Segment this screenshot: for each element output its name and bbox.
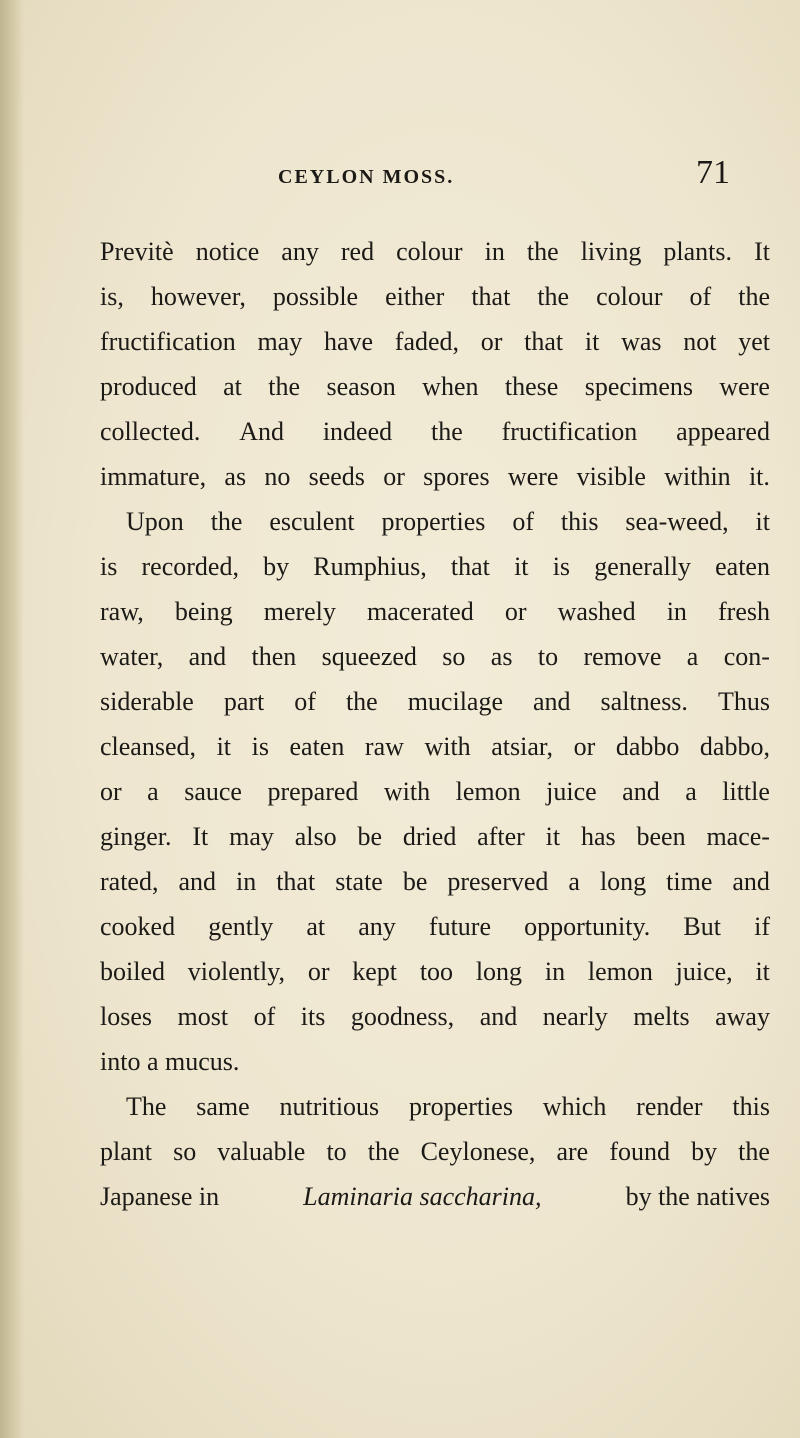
- word: in: [544, 957, 566, 986]
- text-line-content: into a mucus.: [100, 1047, 240, 1076]
- word: by: [691, 1137, 718, 1166]
- word: indeed: [322, 417, 393, 446]
- word: time: [666, 867, 713, 896]
- word: mucilage: [407, 687, 503, 716]
- word: either: [385, 282, 445, 311]
- word: that: [471, 282, 511, 311]
- word: faded,: [394, 327, 460, 356]
- text-line-content: [100, 1134, 770, 1170]
- word: lemon: [587, 957, 653, 986]
- word: plants.: [663, 237, 733, 266]
- word: plant: [100, 1137, 152, 1166]
- text-line: [100, 774, 770, 810]
- text-line: [100, 414, 770, 450]
- word: and: [622, 777, 660, 806]
- word: in: [235, 867, 257, 896]
- word: remove: [583, 642, 662, 671]
- word: washed: [557, 597, 636, 626]
- text-line: [100, 324, 770, 360]
- word: this: [560, 507, 599, 536]
- word: Upon: [126, 507, 184, 536]
- word: is: [552, 552, 571, 581]
- word: juice: [546, 777, 597, 806]
- word: and: [533, 687, 571, 716]
- word: also: [294, 822, 337, 851]
- word: is,: [100, 282, 124, 311]
- text-line: [100, 279, 770, 315]
- text-line-content: [100, 414, 770, 450]
- word: these: [504, 372, 559, 401]
- word: The: [126, 1092, 167, 1121]
- word: con-: [723, 642, 770, 671]
- word: macerated: [366, 597, 474, 626]
- word: properties: [409, 1092, 513, 1121]
- word: yet: [738, 327, 770, 356]
- word: so: [442, 642, 466, 671]
- word: violently,: [187, 957, 286, 986]
- text-line: [100, 909, 770, 945]
- word: were: [719, 372, 770, 401]
- word: the: [738, 282, 770, 311]
- page-gutter-edge: [0, 0, 24, 1438]
- text-line-content: [100, 324, 770, 360]
- running-head: CEYLON MOSS.: [278, 166, 455, 188]
- word: to: [326, 1137, 347, 1166]
- word: and: [178, 867, 216, 896]
- word: if: [754, 912, 770, 941]
- page-number: 71: [696, 154, 730, 191]
- word: sea-weed,: [625, 507, 729, 536]
- word: Thus: [717, 687, 770, 716]
- word: red: [340, 237, 375, 266]
- word: were: [507, 462, 559, 491]
- word: opportunity.: [524, 912, 651, 941]
- word: or: [573, 732, 596, 761]
- word: when: [422, 372, 479, 401]
- word: ginger.: [100, 822, 172, 851]
- word: the: [210, 507, 243, 536]
- word: to: [537, 642, 559, 671]
- word: nearly: [542, 1002, 608, 1031]
- text-line-content: [100, 594, 770, 630]
- text-line: [100, 549, 770, 585]
- word: the: [738, 1137, 770, 1166]
- word: Rumphius,: [313, 552, 427, 581]
- text-line-content: [100, 819, 770, 855]
- word: generally: [594, 552, 691, 581]
- word: by: [263, 552, 290, 581]
- word: atsiar,: [491, 732, 554, 761]
- word: of: [294, 687, 316, 716]
- word: raw,: [100, 597, 144, 626]
- word: found: [609, 1137, 670, 1166]
- word: colour: [596, 282, 663, 311]
- text-line: [100, 459, 770, 495]
- word: It: [192, 822, 209, 851]
- word: the: [537, 282, 570, 311]
- word: lemon: [455, 777, 521, 806]
- word: most: [177, 1002, 229, 1031]
- word: Ceylonese,: [420, 1137, 536, 1166]
- word: raw: [364, 732, 404, 761]
- word: as: [224, 462, 247, 491]
- word: the: [526, 237, 559, 266]
- word: siderable: [100, 687, 194, 716]
- word: seeds: [308, 462, 365, 491]
- word: that: [524, 327, 564, 356]
- text-line: [100, 864, 770, 900]
- word: any: [281, 237, 319, 266]
- text-line: [100, 369, 770, 405]
- text-line: [100, 594, 770, 630]
- word: in: [484, 237, 505, 266]
- word: goodness,: [350, 1002, 455, 1031]
- text-line: [100, 1134, 770, 1170]
- word: juice,: [675, 957, 733, 986]
- word: in: [666, 597, 687, 626]
- word: collected.: [100, 417, 201, 446]
- word: sauce: [184, 777, 242, 806]
- text-line-content: [100, 684, 770, 720]
- text-line-content: [100, 774, 770, 810]
- word: esculent: [269, 507, 355, 536]
- species-name: Laminaria saccharina,: [303, 1182, 542, 1211]
- text-line-content: [100, 279, 770, 315]
- word: a: [568, 867, 580, 896]
- word: of: [689, 282, 712, 311]
- word: which: [542, 1092, 607, 1121]
- word: eaten: [289, 732, 345, 761]
- word: saltness.: [600, 687, 688, 716]
- word: nutritious: [279, 1092, 380, 1121]
- word: is: [251, 732, 269, 761]
- word: no: [264, 462, 291, 491]
- word: have: [323, 327, 374, 356]
- word: long: [475, 957, 523, 986]
- word: too: [419, 957, 454, 986]
- text-line: [126, 1089, 770, 1125]
- word: or: [307, 957, 330, 986]
- word: of: [512, 507, 534, 536]
- word: kept: [352, 957, 398, 986]
- word: the: [430, 417, 463, 446]
- word: long: [599, 867, 647, 896]
- word: spores: [423, 462, 490, 491]
- word: visible: [576, 462, 646, 491]
- word: this: [732, 1092, 770, 1121]
- word: state: [335, 867, 383, 896]
- word: dried: [402, 822, 457, 851]
- word: it: [755, 507, 770, 536]
- word: colour: [396, 237, 463, 266]
- word: cleansed,: [100, 732, 197, 761]
- word: recorded,: [141, 552, 239, 581]
- text-line-content: [100, 954, 770, 990]
- word: appeared: [676, 417, 770, 446]
- word: properties: [381, 507, 486, 536]
- text-line-content: [100, 639, 770, 675]
- word: and: [188, 642, 227, 671]
- word: dabbo,: [699, 732, 770, 761]
- text-line-content: [100, 234, 770, 270]
- word: little: [722, 777, 770, 806]
- word: rated,: [100, 867, 159, 896]
- word: not: [683, 327, 717, 356]
- word: loses: [100, 1002, 152, 1031]
- word: is: [100, 552, 118, 581]
- word: it: [755, 957, 770, 986]
- word: living: [580, 237, 642, 266]
- word: eaten: [715, 552, 770, 581]
- word: possible: [272, 282, 359, 311]
- word: boiled: [100, 957, 165, 986]
- word: And: [239, 417, 284, 446]
- word: produced: [100, 372, 197, 401]
- word: render: [636, 1092, 703, 1121]
- word: prepared: [267, 777, 359, 806]
- text-line-content: [100, 729, 770, 765]
- word: preserved: [447, 867, 549, 896]
- word: a: [686, 642, 699, 671]
- word: was: [621, 327, 662, 356]
- word: away: [715, 1002, 770, 1031]
- word: and: [732, 867, 770, 896]
- word: immature,: [100, 462, 207, 491]
- word: gently: [208, 912, 274, 941]
- word: it.: [748, 462, 770, 491]
- word: But: [683, 912, 721, 941]
- word: its: [300, 1002, 326, 1031]
- word: merely: [263, 597, 336, 626]
- word: it: [514, 552, 529, 581]
- word: season: [326, 372, 396, 401]
- word: may: [257, 327, 303, 356]
- text-line: [100, 729, 770, 765]
- word: future: [428, 912, 491, 941]
- text-line-content: [126, 1089, 770, 1125]
- word: melts: [633, 1002, 690, 1031]
- word: any: [358, 912, 396, 941]
- text-line-content: [100, 909, 770, 945]
- text-line-content: [100, 369, 770, 405]
- text-line-content: [100, 864, 770, 900]
- word: it: [545, 822, 561, 851]
- word: part: [223, 687, 265, 716]
- word: be: [402, 867, 428, 896]
- text-line: [100, 684, 770, 720]
- word: are: [556, 1137, 589, 1166]
- word: or: [100, 777, 122, 806]
- word: being: [174, 597, 233, 626]
- word: been: [636, 822, 686, 851]
- text-line-content: [100, 459, 770, 495]
- word: then: [251, 642, 297, 671]
- text-line: [126, 504, 770, 540]
- word: at: [306, 912, 326, 941]
- word: squeezed: [321, 642, 417, 671]
- word: a: [147, 777, 159, 806]
- text-line-content: [100, 549, 770, 585]
- text-line: [100, 999, 770, 1035]
- word: water,: [100, 642, 164, 671]
- word: specimens: [584, 372, 694, 401]
- word: may: [229, 822, 274, 851]
- word: as: [490, 642, 513, 671]
- text-line-content: by the natives: [625, 1182, 770, 1211]
- word: the: [268, 372, 301, 401]
- word: has: [580, 822, 616, 851]
- word: or: [383, 462, 405, 491]
- word: after: [477, 822, 525, 851]
- word: dabbo: [615, 732, 680, 761]
- word: a: [685, 777, 697, 806]
- word: mace-: [706, 822, 770, 851]
- word: fresh: [718, 597, 770, 626]
- word: same: [196, 1092, 250, 1121]
- text-line: [100, 819, 770, 855]
- word: fructification: [501, 417, 638, 446]
- word: so: [173, 1137, 197, 1166]
- word: with: [383, 777, 431, 806]
- text-line: [100, 1044, 770, 1080]
- word: however,: [150, 282, 246, 311]
- word: fructification: [100, 327, 236, 356]
- word: be: [357, 822, 383, 851]
- word: that: [276, 867, 316, 896]
- word: valuable: [217, 1137, 306, 1166]
- word: the: [345, 687, 378, 716]
- word: notice: [195, 237, 260, 266]
- word: the: [367, 1137, 400, 1166]
- word: of: [253, 1002, 276, 1031]
- text-line: [100, 639, 770, 675]
- word: and: [479, 1002, 518, 1031]
- word: Previtè: [100, 237, 174, 266]
- word: or: [504, 597, 527, 626]
- text-line-content: [100, 999, 770, 1035]
- text-line: [100, 234, 770, 270]
- word: at: [223, 372, 242, 401]
- word: with: [424, 732, 471, 761]
- word: it: [216, 732, 232, 761]
- word: or: [480, 327, 503, 356]
- text-line-content: Japanese in: [100, 1182, 220, 1211]
- word: that: [450, 552, 490, 581]
- text-line-content: [126, 504, 770, 540]
- text-line: [100, 954, 770, 990]
- word: it: [584, 327, 600, 356]
- word: It: [754, 237, 770, 266]
- text-line: [100, 1179, 770, 1215]
- word: within: [664, 462, 731, 491]
- word: cooked: [100, 912, 176, 941]
